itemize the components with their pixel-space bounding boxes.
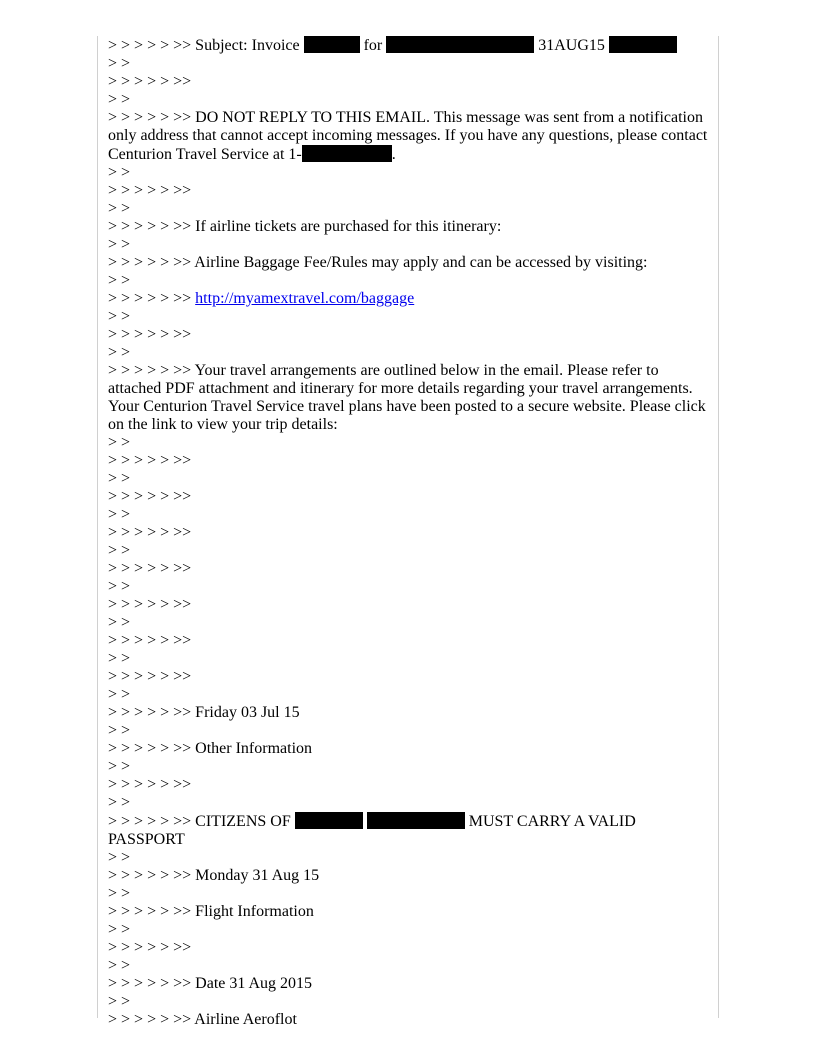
redacted-phone — [302, 145, 392, 162]
short-quote-line: > > — [108, 957, 131, 974]
quote-line: > > > > > >> — [108, 73, 192, 90]
quote-marker: > > > > > >> — [108, 362, 192, 379]
airline-tickets-line — [108, 218, 712, 236]
baggage-link[interactable]: http://myamextravel.com/baggage — [195, 290, 415, 307]
short-quote-line: > > — [108, 542, 131, 559]
redacted-block — [295, 812, 363, 829]
short-quote-line: > > — [108, 722, 131, 739]
other-info-line — [108, 740, 712, 758]
short-quote-line: > > — [108, 993, 131, 1010]
subject-line — [108, 36, 712, 55]
friday-date: Friday 03 Jul 15 — [195, 704, 300, 721]
redacted-block — [304, 36, 360, 53]
short-quote-line: > > — [108, 614, 131, 631]
quote-line: > > > > > >> — [108, 326, 192, 343]
quote-line: > > > > > >> — [108, 452, 192, 469]
short-quote-line: > > — [108, 650, 131, 667]
baggage-rules-line — [108, 254, 712, 272]
short-quote-line: > > — [108, 272, 131, 289]
baggage-rules-text: Airline Baggage Fee/Rules may apply and can be accessed by visiting: — [194, 254, 648, 271]
airline-tickets-text: If airline tickets are purchased for this itinerary: — [195, 218, 502, 235]
quote-line: > > > > > >> — [108, 668, 192, 685]
short-quote-line: > > — [108, 200, 131, 217]
quote-line: > > > > > >> — [108, 939, 192, 956]
citizens-prefix: CITIZENS OF — [195, 813, 291, 830]
flight-info-line — [108, 903, 712, 921]
short-quote-line: > > — [108, 308, 131, 325]
quote-line: > > > > > >> — [108, 524, 192, 541]
friday-date-line — [108, 704, 712, 722]
notice-text: DO NOT REPLY TO THIS EMAIL. This message was sent from a notification only address that cannot accept incoming messages. If you have any questions, please contact Centurion Travel Service at 1- — [108, 109, 712, 163]
quote-marker: > > > > > >> — [108, 37, 192, 54]
quote-marker: > > > > > >> — [108, 813, 192, 830]
quote-marker: > > > > > >> — [108, 109, 192, 126]
quote-marker: > > > > > >> — [108, 254, 192, 271]
short-quote-line: > > — [108, 849, 131, 866]
redacted-block — [386, 36, 534, 53]
airline-line — [108, 1011, 712, 1029]
quote-marker: > > > > > >> — [108, 704, 192, 721]
arrangements-text: Your travel arrangements are outlined below in the email. Please refer to attached PDF attachment and itinerary for more details regarding your travel arrangements. Your Centurion Travel Service travel plans have been posted to a secure website. Please click on the link to view your trip details: — [108, 362, 710, 433]
subject-label: Subject: Invoice — [195, 37, 300, 54]
monday-date: Monday 31 Aug 15 — [195, 867, 320, 884]
short-quote-line: > > — [108, 434, 131, 451]
quote-line: > > > > > >> — [108, 632, 192, 649]
short-quote-line: > > — [108, 758, 131, 775]
quote-marker: > > > > > >> — [108, 975, 192, 992]
short-quote-line: > > — [108, 506, 131, 523]
quote-line: > > > > > >> — [108, 560, 192, 577]
other-info-heading: Other Information — [195, 740, 313, 757]
subject-date: 31AUG15 — [538, 37, 605, 54]
quote-line: > > > > > >> — [108, 182, 192, 199]
quote-marker: > > > > > >> — [108, 740, 192, 757]
quote-line: > > > > > >> — [108, 488, 192, 505]
quote-marker: > > > > > >> — [108, 867, 192, 884]
short-quote-line: > > — [108, 470, 131, 487]
quote-line: > > > > > >> — [108, 776, 192, 793]
short-quote-line: > > — [108, 164, 131, 181]
short-quote-line: > > — [108, 55, 131, 72]
notice-paragraph — [108, 109, 712, 164]
arrangements-paragraph — [108, 362, 712, 434]
short-quote-line: > > — [108, 578, 131, 595]
date-line — [108, 975, 712, 993]
monday-date-line — [108, 867, 712, 885]
short-quote-line: > > — [108, 686, 131, 703]
citizens-suffix: MUST CARRY A VALID PASSPORT — [108, 813, 640, 848]
notice-end: . — [391, 146, 396, 163]
quote-line: > > > > > >> — [108, 596, 192, 613]
flight-date: Date 31 Aug 2015 — [195, 975, 313, 992]
flight-info-heading: Flight Information — [195, 903, 314, 920]
citizens-line — [108, 812, 712, 849]
quote-marker: > > > > > >> — [108, 290, 192, 307]
redacted-block — [367, 812, 465, 829]
short-quote-line: > > — [108, 236, 131, 253]
baggage-link-line — [108, 290, 712, 308]
redacted-block — [609, 36, 677, 53]
quote-marker: > > > > > >> — [108, 903, 192, 920]
short-quote-line: > > — [108, 344, 131, 361]
email-body — [108, 36, 712, 1029]
subject-for: for — [363, 37, 383, 54]
short-quote-line: > > — [108, 921, 131, 938]
airline-name: Airline Aeroflot — [194, 1011, 297, 1028]
quote-marker: > > > > > >> — [108, 218, 192, 235]
short-quote-line: > > — [108, 794, 131, 811]
short-quote-line: > > — [108, 91, 131, 108]
short-quote-line: > > — [108, 885, 131, 902]
quote-marker: > > > > > >> — [108, 1011, 192, 1028]
